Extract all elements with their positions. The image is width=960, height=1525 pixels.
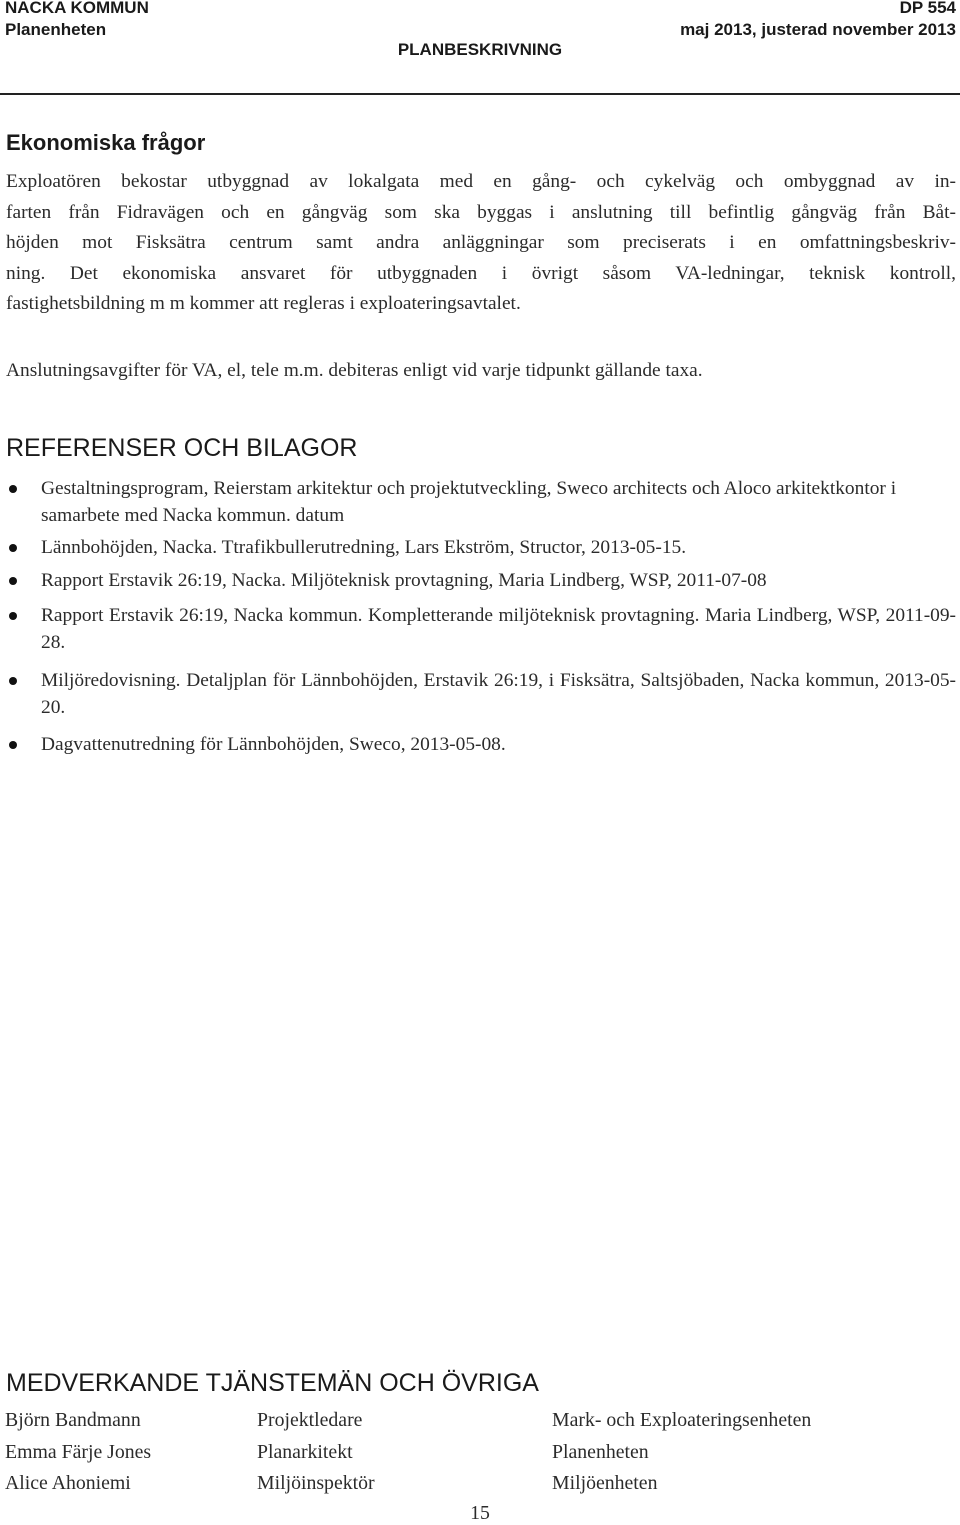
staff-name: Björn Bandmann <box>5 1409 141 1431</box>
paragraph-line: Exploatören bekostar utbyggnad av lokalgata med en gång- och cykelväg och ombyggnad av in- <box>6 171 956 192</box>
bullet-icon <box>9 544 17 552</box>
page-number: 15 <box>470 1502 490 1524</box>
list-item-text: Gestaltningsprogram, Reierstam arkitektur och projektutveckling, Sweco architects och Aloco arkitektkontor i samarbete med Nacka kommun. datum <box>41 478 897 526</box>
staff-unit: Planenheten <box>552 1441 649 1463</box>
list-item-text: Miljöredovisning. Detaljplan för Lännbohöjden, Erstavik 26:19, i Fisksätra, Saltsjöbaden, Nacka kommun, 2013-05-20. <box>41 670 956 718</box>
header-org: NACKA KOMMUN <box>5 0 149 17</box>
staff-role: Miljöinspektör <box>257 1472 375 1494</box>
staff-name: Alice Ahoniemi <box>5 1472 131 1494</box>
list-item-text: Rapport Erstavik 26:19, Nacka kommun. Kompletterande miljöteknisk provtagning. Maria Lindberg, WSP, 2011-09-28. <box>41 605 956 653</box>
economics-heading: Ekonomiska frågor <box>6 130 206 155</box>
bullet-icon <box>9 741 17 749</box>
bullet-icon <box>9 577 17 585</box>
header-date: maj 2013, justerad november 2013 <box>680 20 956 39</box>
staff-unit: Mark- och Exploateringsenheten <box>552 1409 812 1431</box>
economics-paragraph <box>6 167 956 320</box>
staff-role: Planarkitekt <box>257 1441 353 1463</box>
paragraph-line: ning. Det ekonomiska ansvaret för utbyggnaden i övrigt såsom VA-ledningar, teknisk kontroll, <box>6 262 956 284</box>
bullet-icon <box>9 612 17 620</box>
staff-name: Emma Färje Jones <box>5 1441 152 1463</box>
paragraph-line: farten från Fidravägen och en gångväg som ska byggas i anslutning till befintlig gångväg från Båt- <box>6 201 956 223</box>
header-doc-id: DP 554 <box>899 0 956 17</box>
fees-paragraph: Anslutningsavgifter för VA, el, tele m.m. debiteras enligt vid varje tidpunkt gällande taxa. <box>6 360 703 381</box>
bullet-icon <box>9 485 17 493</box>
list-item-text: Dagvattenutredning för Lännbohöjden, Sweco, 2013-05-08. <box>41 734 506 755</box>
header-divider <box>0 93 960 95</box>
staff-heading: MEDVERKANDE TJÄNSTEMÄN OCH ÖVRIGA <box>6 1369 539 1397</box>
staff-unit: Miljöenheten <box>552 1472 658 1494</box>
list-item-text: Lännbohöjden, Nacka. Ttrafikbullerutredning, Lars Ekström, Structor, 2013-05-15. <box>41 537 687 558</box>
references-heading: REFERENSER OCH BILAGOR <box>6 434 358 462</box>
staff-role: Projektledare <box>257 1409 363 1431</box>
paragraph-line: höjden mot Fisksätra centrum samt andra anläggningar som preciserats i en omfattningsbeskriv- <box>6 232 956 253</box>
bullet-icon <box>9 677 17 685</box>
header-unit: Planenheten <box>5 20 107 39</box>
paragraph-line: fastighetsbildning m m kommer att regleras i exploateringsavtalet. <box>6 293 521 314</box>
header-doc-title: PLANBESKRIVNING <box>397 40 563 59</box>
list-item-text: Rapport Erstavik 26:19, Nacka. Miljöteknisk provtagning, Maria Lindberg, WSP, 2011-07-08 <box>41 570 767 591</box>
